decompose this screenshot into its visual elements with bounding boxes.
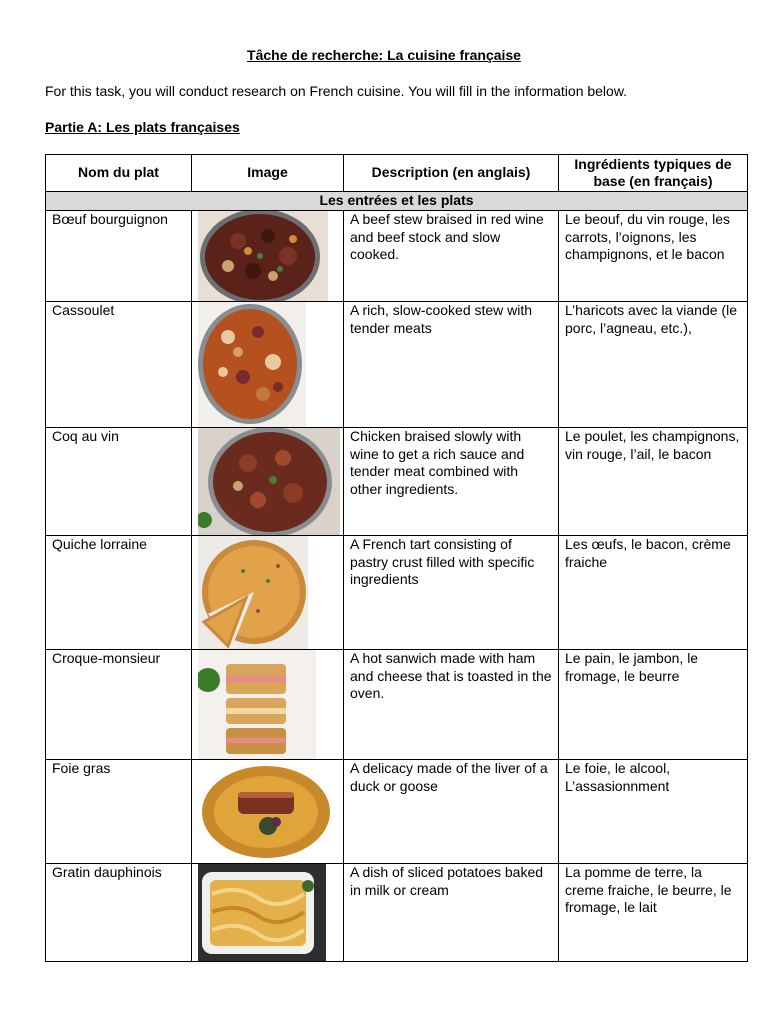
dish-description: A rich, slow-cooked stew with tender meats	[344, 302, 559, 428]
croque-monsieur-photo	[198, 650, 337, 759]
table-row	[46, 302, 748, 428]
table-row	[46, 211, 748, 302]
dish-description: A hot sanwich made with ham and cheese that is toasted in the oven.	[344, 650, 559, 760]
cassoulet-photo	[198, 302, 337, 427]
dish-description: A delicacy made of the liver of a duck or goose	[344, 760, 559, 864]
coq-au-vin-photo	[198, 428, 337, 535]
dish-name: Bœuf bourguignon	[46, 211, 192, 302]
dish-ingredients: L’haricots avec la viande (le porc, l’agneau, etc.),	[559, 302, 748, 428]
dish-ingredients: Le pain, le jambon, le fromage, le beurre	[559, 650, 748, 760]
dish-name: Coq au vin	[46, 428, 192, 536]
category-label: Les entrées et les plats	[46, 192, 748, 211]
dish-image-cell	[192, 650, 344, 760]
dish-ingredients: La pomme de terre, la creme fraiche, le beurre, le fromage, le lait	[559, 864, 748, 962]
dish-ingredients: Le poulet, les champignons, vin rouge, l’ail, le bacon	[559, 428, 748, 536]
page-title: Tâche de recherche: La cuisine française	[247, 47, 521, 63]
gratin-photo	[198, 864, 337, 961]
dish-name: Quiche lorraine	[46, 536, 192, 650]
section-heading: Partie A: Les plats françaises	[45, 119, 240, 135]
header-cell-ingredients: Ingrédients typiques de base (en français)	[559, 155, 748, 192]
table-row	[46, 760, 748, 864]
dish-ingredients: Le foie, le alcool, L’assasionnment	[559, 760, 748, 864]
table-row	[46, 536, 748, 650]
dish-image-cell	[192, 864, 344, 962]
header-cell-image: Image	[192, 155, 344, 192]
intro-text: For this task, you will conduct research on French cuisine. You will fill in the information below.	[45, 83, 628, 99]
quiche-photo	[198, 536, 337, 649]
dish-name: Croque-monsieur	[46, 650, 192, 760]
foie-gras-photo	[198, 760, 337, 863]
dish-image-cell	[192, 302, 344, 428]
dish-description: A French tart consisting of pastry crust filled with specific ingredients	[344, 536, 559, 650]
dish-name: Foie gras	[46, 760, 192, 864]
dish-image-cell	[192, 428, 344, 536]
dish-name: Cassoulet	[46, 302, 192, 428]
table-row	[46, 428, 748, 536]
header-row	[46, 155, 748, 192]
header-cell-description: Description (en anglais)	[344, 155, 559, 192]
dish-description: A beef stew braised in red wine and beef stock and slow cooked.	[344, 211, 559, 302]
beef-stew-photo	[198, 211, 337, 301]
category-row	[46, 192, 748, 211]
table-row	[46, 650, 748, 760]
header-cell-name: Nom du plat	[46, 155, 192, 192]
dish-description: A dish of sliced potatoes baked in milk or cream	[344, 864, 559, 962]
dish-ingredients: Le beouf, du vin rouge, les carrots, l’oignons, les champignons, et le bacon	[559, 211, 748, 302]
dish-description: Chicken braised slowly with wine to get a rich sauce and tender meat combined with other ingredients.	[344, 428, 559, 536]
dish-image-cell	[192, 536, 344, 650]
dishes-table	[45, 154, 748, 962]
dish-ingredients: Les œufs, le bacon, crème fraiche	[559, 536, 748, 650]
dish-name: Gratin dauphinois	[46, 864, 192, 962]
dish-image-cell	[192, 760, 344, 864]
dish-image-cell	[192, 211, 344, 302]
table-row	[46, 864, 748, 962]
